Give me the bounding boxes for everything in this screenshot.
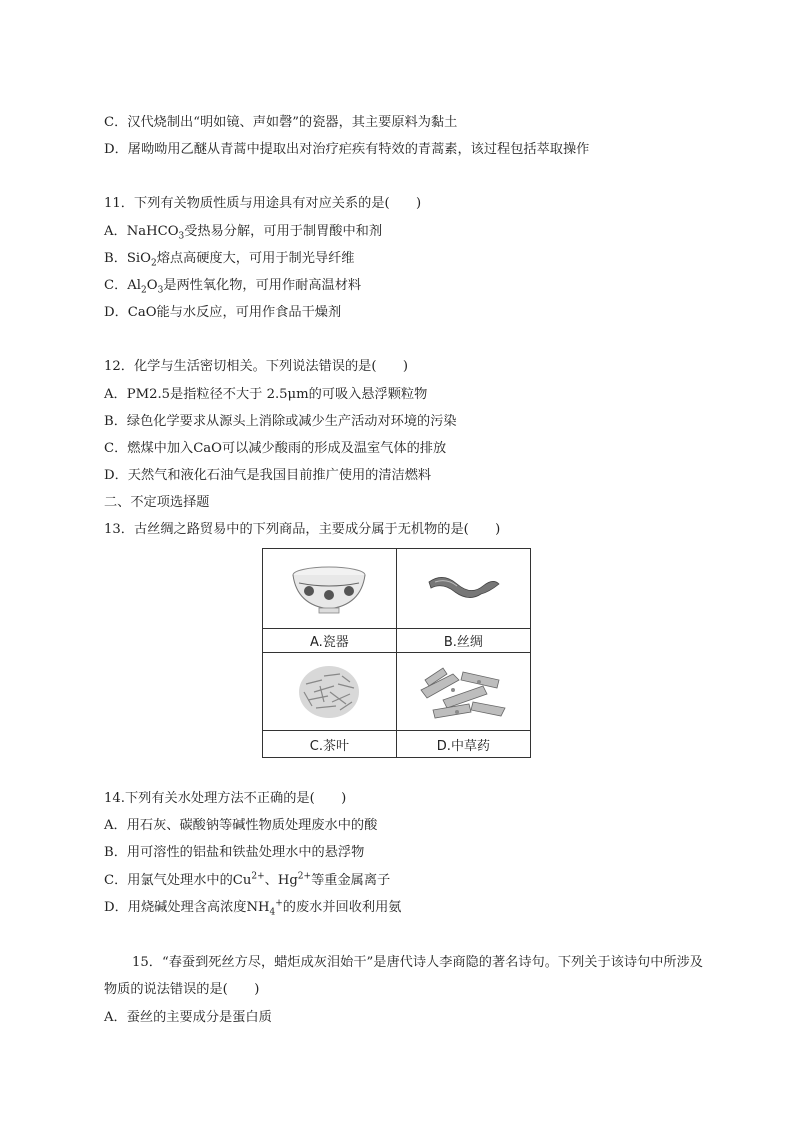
question-13-stem: 13．古丝绸之路贸易中的下列商品，主要成分属于无机物的是( ) <box>104 522 501 537</box>
option-12b: B．绿色化学要求从源头上消除或减少生产活动对环境的污染 <box>104 414 457 429</box>
option-13d-label: D.中草药 <box>396 731 530 758</box>
silk-image-cell <box>396 549 530 629</box>
option-10c: C．汉代烧制出“明如镜、声如磬”的瓷器，其主要原料为黏土 <box>104 115 458 130</box>
question-15-stem-line2: 物质的说法错误的是( ) <box>104 982 260 997</box>
silk-ribbon-image <box>423 564 503 614</box>
option-10d: D．屠呦呦用乙醚从青蒿中提取出对治疗疟疾有特效的青蒿素，该过程包括萃取操作 <box>104 142 590 157</box>
option-13a-label: A.瓷器 <box>263 629 397 653</box>
option-11d: D．CaO能与水反应，可用作食品干燥剂 <box>104 305 342 320</box>
option-14b: B．用可溶性的铝盐和铁盐处理水中的悬浮物 <box>104 845 365 860</box>
question-11-stem: 11．下列有关物质性质与用途具有对应关系的是( ) <box>104 196 422 211</box>
option-12a: A．PM2.5是指粒径不大于 2.5μm的可吸入悬浮颗粒物 <box>104 387 428 402</box>
option-13c-label: C.茶叶 <box>263 731 397 758</box>
question-14-stem: 14.下列有关水处理方法不正确的是( ) <box>104 791 347 806</box>
option-13b-label: B.丝绸 <box>396 629 530 653</box>
option-11c: C．$Al_2O_3$是两性氧化物，可用作耐高温材料 <box>104 278 362 296</box>
option-14c: C．用氯气处理水中的$Cu^{2+}$、$Hg^{2+}$等重金属离子 <box>104 871 391 888</box>
option-12d: D．天然气和液化石油气是我国目前推广使用的清洁燃料 <box>104 468 432 483</box>
herbal-medicine-image <box>413 660 513 724</box>
option-11a: A．NaHCO$_3$受热易分解，可用于制胃酸中和剂 <box>104 224 383 242</box>
porcelain-bowl-image <box>289 561 369 617</box>
question-12-stem: 12．化学与生活密切相关。下列说法错误的是( ) <box>104 359 409 374</box>
tea-image-cell <box>263 653 397 731</box>
option-15a: A．蚕丝的主要成分是蛋白质 <box>104 1010 272 1025</box>
tea-leaves-image <box>294 662 364 722</box>
porcelain-image-cell <box>263 549 397 629</box>
question-15-stem-line1: 15．“春蚕到死丝方尽，蜡炬成灰泪始干”是唐代诗人李商隐的著名诗句。下列关于该诗句中所涉及 <box>132 955 703 970</box>
option-11b: B．SiO$_2$熔点高硬度大，可用于制光导纤维 <box>104 251 355 269</box>
goods-table <box>262 548 531 758</box>
option-12c: C．燃煤中加入CaO可以减少酸雨的形成及温室气体的排放 <box>104 441 447 456</box>
option-14a: A．用石灰、碳酸钠等碱性物质处理废水中的酸 <box>104 818 378 833</box>
option-14d: D．用烧碱处理含高浓度$NH_4^+$的废水并回收利用氨 <box>104 898 402 918</box>
section-heading: 二、不定项选择题 <box>104 495 210 510</box>
herbs-image-cell <box>396 653 530 731</box>
